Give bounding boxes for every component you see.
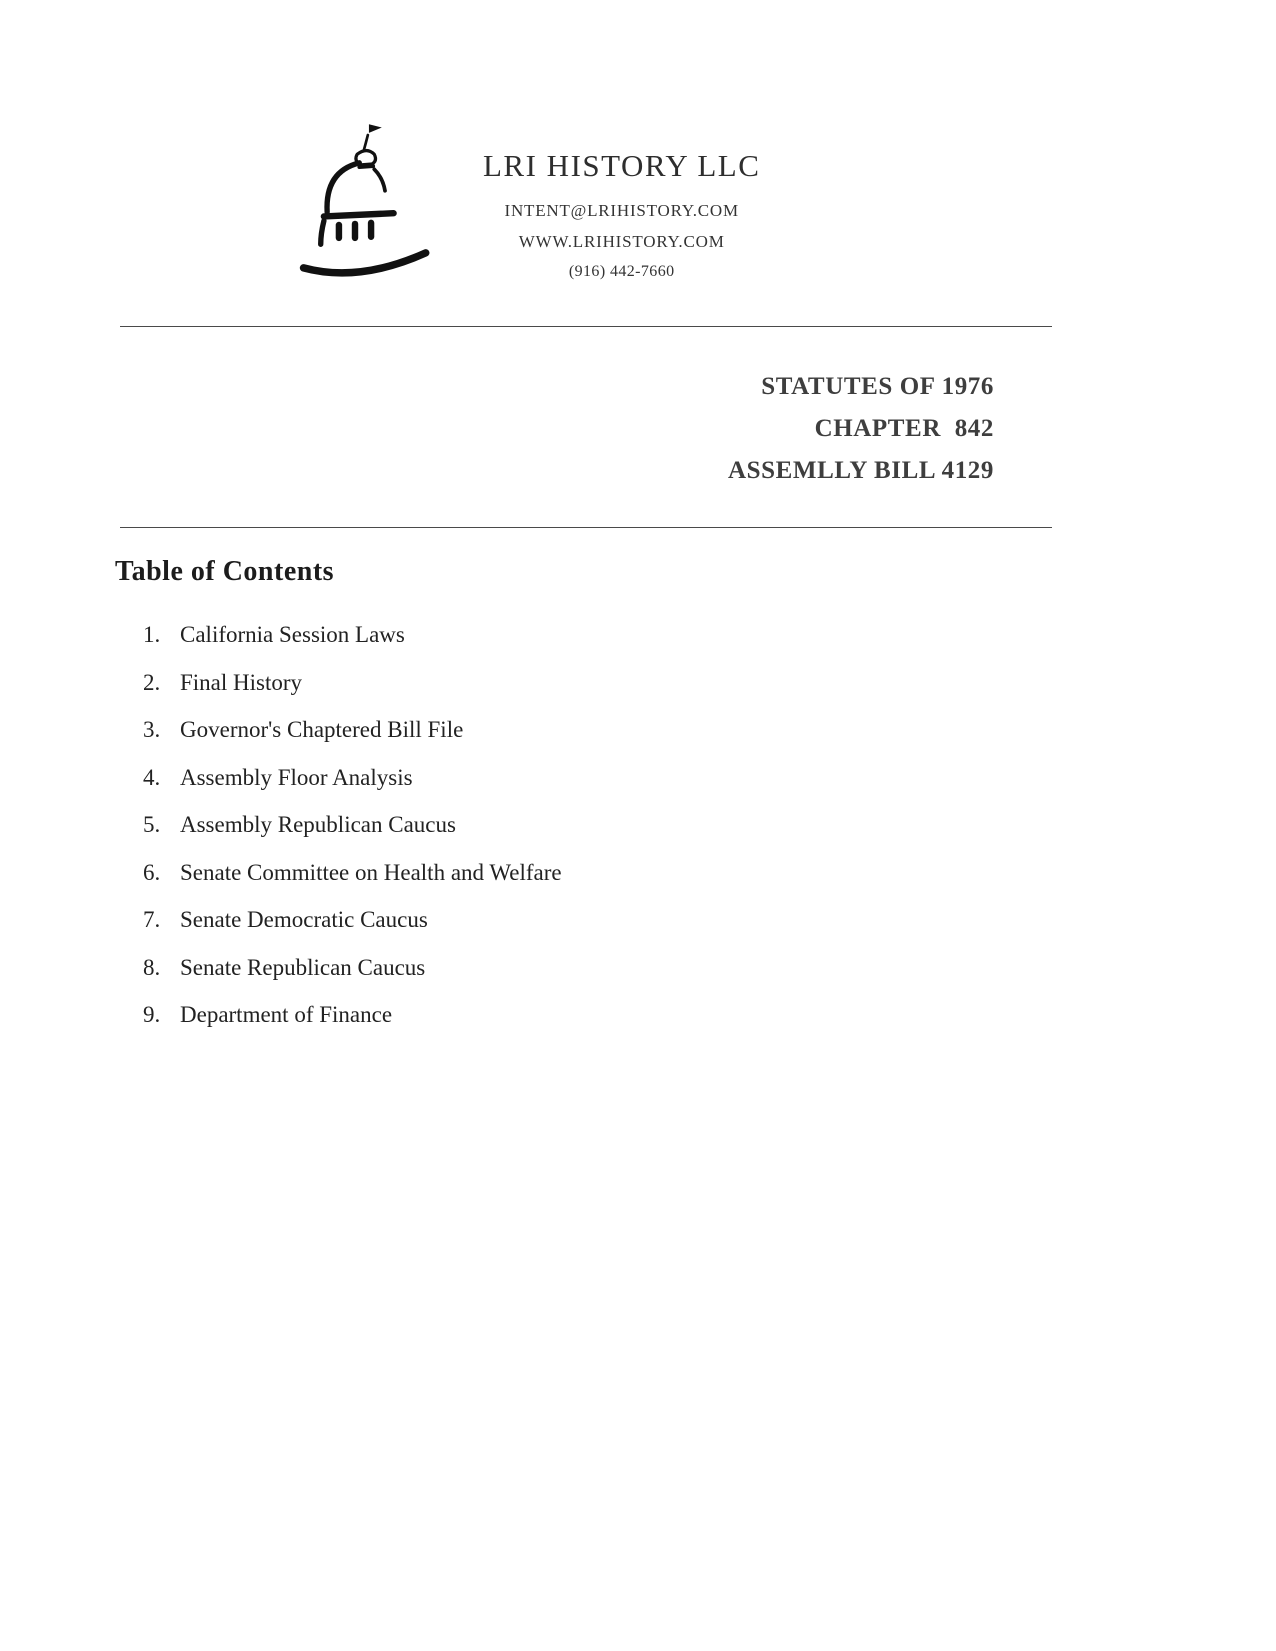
title-chapter: CHAPTER 842 [814,415,994,442]
toc-item-label: Senate Republican Caucus [180,954,426,980]
toc-item-label: California Session Laws [180,622,405,647]
company-email: INTENT@LRIHISTORY.COM [504,201,739,220]
company-name: LRI HISTORY LLC [483,148,761,183]
logo-flag [369,124,382,133]
toc-item-number: 8. [143,954,161,980]
toc-list [143,622,562,1050]
toc-heading: Table of Contents [115,556,335,587]
toc-item [143,860,562,908]
toc-item-label: Final History [180,669,303,695]
toc-item-number: 5. [143,812,161,837]
toc-item-label: Senate Democratic Caucus [180,907,428,932]
divider-bottom [120,527,1052,528]
company-website: WWW.LRIHISTORY.COM [518,232,725,251]
title-bill: ASSEMLLY BILL 4129 [728,457,994,484]
toc-item-label: Senate Committee on Health and Welfare [180,859,562,885]
toc-item [143,670,562,718]
toc-item [143,765,562,813]
toc-item-label: Assembly Republican Caucus [180,812,456,837]
toc-item-number: 6. [143,859,161,885]
toc-item [143,717,562,765]
toc-item-number: 9. [143,1002,161,1027]
divider-top [120,326,1052,327]
toc-item [143,907,562,955]
toc-item [143,1002,562,1050]
company-block [483,148,760,281]
toc-item-number: 2. [143,669,161,695]
title-block [728,366,994,492]
company-phone: (916) 442-7660 [568,263,675,280]
toc-item-number: 1. [143,622,161,647]
capitol-logo-icon [295,120,445,285]
toc-item-label: Governor's Chaptered Bill File [180,717,464,742]
toc-item-number: 7. [143,907,161,932]
toc-item [143,622,562,670]
toc-item-label: Assembly Floor Analysis [180,764,413,790]
toc-item-number: 3. [143,717,161,742]
letterhead [295,120,760,285]
toc-item-number: 4. [143,764,161,790]
toc-item [143,812,562,860]
toc-item [143,955,562,1003]
title-statutes: STATUTES OF 1976 [761,373,994,400]
toc-item-label: Department of Finance [180,1002,393,1027]
